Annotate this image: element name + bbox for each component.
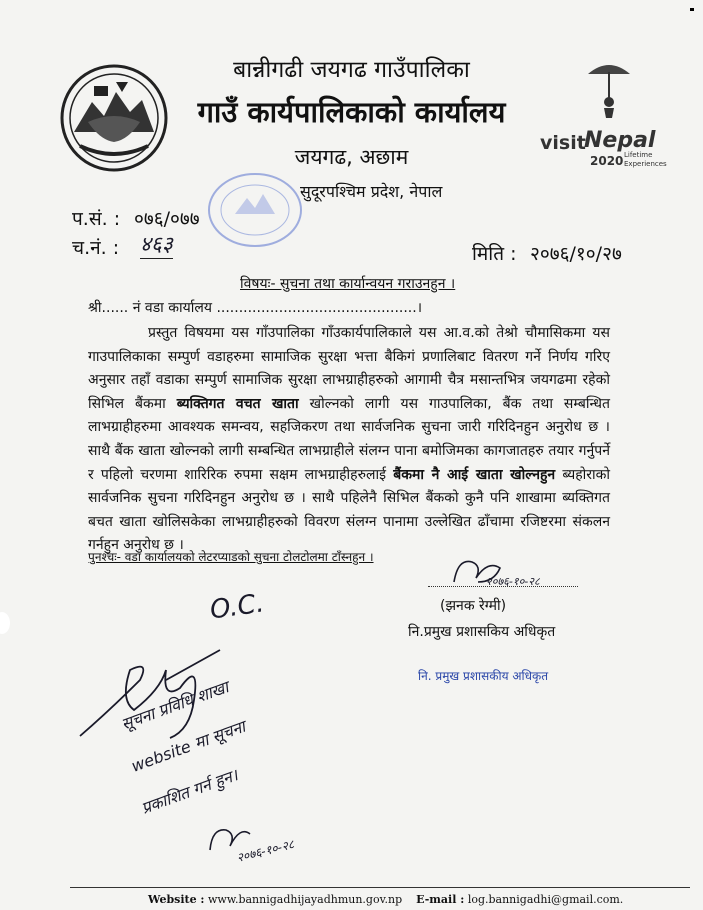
ps-label: प.सं. : — [72, 208, 121, 230]
office-name: गाउँ कार्यपालिकाको कार्यालय — [197, 95, 506, 129]
footer-contact — [148, 893, 623, 906]
signatory-title: नि.प्रमुख प्रशासकिय अधिकृत — [408, 624, 556, 640]
nepal-text: Nepal — [584, 128, 656, 153]
cn-value: ४६३ — [140, 230, 173, 259]
province-name: सुदूरपश्चिम प्रदेश, नेपाल — [300, 182, 443, 201]
letter-subject: विषयः- सुचना तथा कार्यान्वयन गराउनहुन । — [240, 276, 456, 292]
office-place: जयगढ, अछाम — [294, 145, 409, 169]
signatory-name: (झनक रेग्मी) — [440, 598, 507, 614]
body-part-1: प्रस्तुत विषयमा यस गाँउपालिका गाँउकार्यपालिकाले यस आ.व.को तेश्रो चौमासिकमा यस गाउपालिकाका सम्पुर्ण वडाहरुमा सामाजिक सुरक्षा भत्ता बैकिगं प्रणालिबाट वितरण गर्ने निर्णय गरिए अनुसार तहाँ वडाका सम्पुर्ण सामाजिक सुरक्षा लाभग्राहीहरुको आगामी चैत्र मसान्तभित्र जयगढमा रहेको सिभिल बैंकमा — [88, 325, 610, 412]
body-bold-1: ब्यक्तिगत वचत खाता — [176, 395, 299, 412]
title-stamp: नि. प्रमुख प्रशासकीय अधिकृत — [418, 669, 549, 683]
email-label: E-mail : — [416, 893, 465, 906]
signature-line — [428, 586, 578, 587]
cn-label: च.नं. : — [72, 237, 120, 259]
date-value: २०७६/१०/२७ — [530, 243, 622, 265]
punch-hole — [0, 612, 10, 634]
visit-text: visit — [540, 132, 586, 154]
tagline-1: Lifetime — [624, 151, 653, 159]
body-part-3: ब्यहोराको सार्वजनिक सुचना गरिदिनहुन अनुरोध छ । साथै पहिलेनै सिभिल बैंकको कुनै पनि शाखामा ब्यक्तिगत बचत खाता खोलिसकेका लाभग्राहीहरुको विवरण संलग्न पानामा उल्लेखित ढाँचामा रजिष्टरमा संकलन गर्नहुन अनुरोध छ । — [88, 466, 611, 554]
letter-postscript: पुनश्चः- वडा कार्यालयको लेटरप्याडको सुचना टोलटोलमा टाँस्नहुन । — [88, 550, 374, 564]
handwritten-line-2: website मा सूचना — [128, 716, 248, 776]
office-stamp-icon — [205, 170, 305, 250]
signature-date: २०७६-१०-२८ — [486, 575, 540, 588]
date-label: मिति : — [472, 243, 517, 265]
handwritten-line-1: सूचना प्रविधि शाखा — [118, 677, 231, 734]
handwritten-date: २०७६-१०-२८ — [235, 837, 296, 865]
footer-divider — [70, 887, 690, 888]
year-text: 2020 — [590, 154, 624, 168]
handwritten-oc: O.C. — [208, 588, 266, 626]
body-part-2: खोल्नको लागी यस गाउपालिका, बैंक तथा सम्बन्धित लाभग्राहीहरुमा आवश्यक समन्वय, सहजिकरण तथा सार्वजनिक सुचना जारी गरिदिनहुन अनुरोध छ । साथै बैंक खाता खोल्नको लागी सम्बन्धित लाभग्राहीले संलग्न पाना बमोजिमका कागजातहरु तयार गर्नुपर्ने र पहिलो चरणमा शारिरिक रुपमा सक्षम लाभग्राहीहरुलाई — [88, 395, 611, 483]
municipality-name: बान्नीगढी जयगढ गाउँपालिका — [233, 57, 470, 83]
website-label: Website : — [148, 893, 205, 906]
website-link[interactable]: www.bannigadhijayadhmun.gov.np — [208, 893, 403, 906]
tagline-2: Experiences — [624, 160, 667, 168]
letter-body — [88, 322, 610, 558]
ps-value: ०७६/०७७ — [134, 208, 200, 230]
body-bold-2: बैंकमा नै आई खाता खोल्नहुन — [393, 466, 556, 483]
letter-recipient: श्री...... नं वडा कार्यालय .............................................। — [88, 300, 423, 316]
scan-mark — [690, 8, 694, 11]
email-link[interactable]: log.bannigadhi@gmail.com. — [467, 893, 624, 906]
handwritten-line-3: प्रकाशित गर्न हुन। — [138, 765, 241, 818]
